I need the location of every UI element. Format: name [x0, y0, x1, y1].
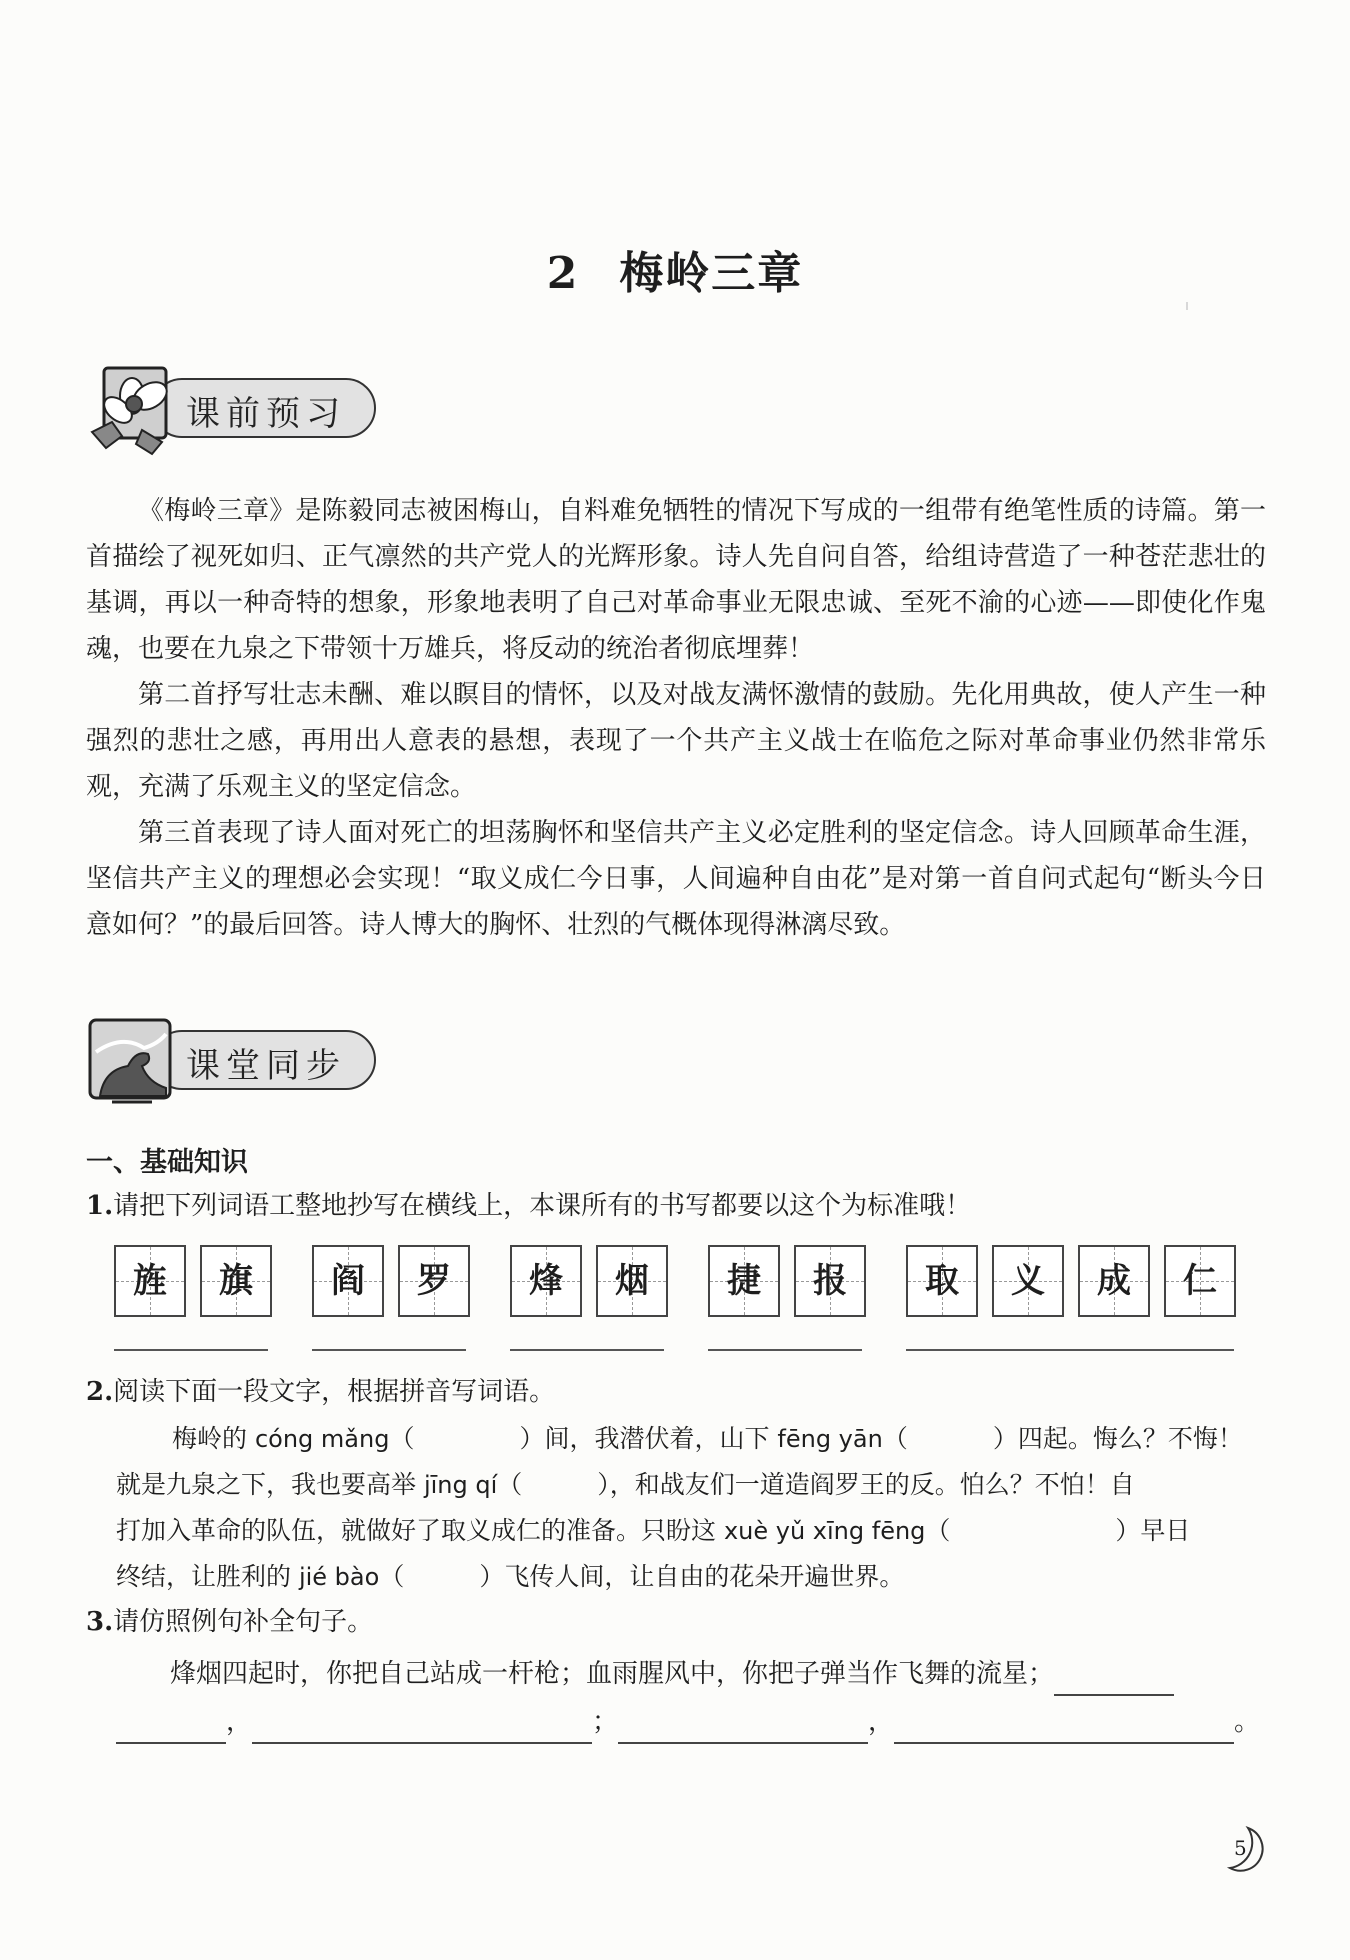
question-text: 阅读下面一段文字，根据拼音写词语。 — [113, 1377, 556, 1407]
example-sentence: 烽烟四起时，你把自己站成一杆枪；血雨腥风中，你把子弹当作飞舞的流星； — [170, 1652, 1174, 1696]
answer-blank[interactable] — [894, 1718, 1234, 1744]
answer-blank[interactable]: （ — [925, 1516, 951, 1545]
page-number: 5 — [1234, 1836, 1247, 1860]
writing-line[interactable] — [708, 1349, 862, 1351]
passage-line: 梅岭的 cóng mǎng（ ）间，我潜伏着，山下 fēng yān（ ）四起。悔么？不悔！ — [116, 1416, 1266, 1462]
question-text: 请仿照例句补全句子。 — [113, 1607, 374, 1637]
scan-mark — [1186, 302, 1188, 310]
question-2 — [86, 1372, 555, 1412]
question-number: 1. — [86, 1191, 114, 1221]
section-header-preview — [82, 352, 382, 462]
pinyin: cóng mǎng — [254, 1425, 390, 1453]
char-box: 烟 — [596, 1245, 668, 1317]
answer-blank[interactable]: （ — [379, 1562, 405, 1591]
char-box: 捷 — [708, 1245, 780, 1317]
intro-paragraph: 第三首表现了诗人面对死亡的坦荡胸怀和坚信共产主义必定胜利的坚定信念。诗人回顾革命生涯，坚信共产主义的理想必会实现！“取义成仁今日事，人间遍种自由花”是对第一首自问式起句“断头今日意如何？”的最后回答。诗人博大的胸怀、壮烈的气概体现得淋漓尽致。 — [86, 818, 1266, 940]
lesson-number: 2 — [546, 248, 580, 300]
passage-line: 终结，让胜利的 jié bào（ ）飞传人间，让自由的花朵开遍世界。 — [116, 1554, 1266, 1600]
lesson-title: 梅岭三章 — [619, 248, 804, 300]
answer-blank[interactable] — [618, 1718, 868, 1744]
flower-icon — [82, 352, 182, 462]
passage-line: 打加入革命的队伍，就做好了取义成仁的准备。只盼这 xuè yǔ xīng fēng（ ）早日 — [116, 1508, 1266, 1554]
pinyin: jié bào — [298, 1563, 380, 1591]
answer-blank[interactable] — [1054, 1670, 1174, 1696]
char-box: 取 — [906, 1245, 978, 1317]
question-3 — [86, 1602, 373, 1642]
copy-characters-row — [114, 1245, 1234, 1355]
char-box: 报 — [794, 1245, 866, 1317]
section-label: 课前预习 — [186, 394, 346, 434]
char-box: 烽 — [510, 1245, 582, 1317]
pinyin-passage — [116, 1416, 1266, 1600]
writing-line[interactable] — [312, 1349, 466, 1351]
intro-paragraph: 《梅岭三章》是陈毅同志被困梅山，自料难免牺牲的情况下写成的一组带有绝笔性质的诗篇。第一首描绘了视死如归、正气凛然的共产党人的光辉形象。诗人先自问自答，给组诗营造了一种苍茫悲壮的基调，再以一种奇特的想象，形象地表明了自己对革命事业无限忠诚、至死不渝的心迹——即使化作鬼魂，也要在九泉之下带领十万雄兵，将反动的统治者彻底埋葬！ — [86, 496, 1266, 664]
intro-text — [86, 488, 1266, 948]
passage-line: 就是九泉之下，我也要高举 jīng qí（ ），和战友们一道造阎罗王的反。怕么？不怕！自 — [116, 1462, 1266, 1508]
question-number: 3. — [86, 1607, 114, 1637]
answer-blank[interactable]: （ — [497, 1470, 523, 1499]
pinyin: fēng yān — [777, 1425, 883, 1453]
question-text: 请把下列词语工整地抄写在横线上，本课所有的书写都要以这个为标准哦！ — [113, 1191, 972, 1221]
fill-in-row: ， ； ， 。 — [116, 1700, 1260, 1744]
char-box: 成 — [1078, 1245, 1150, 1317]
pinyin: xuè yǔ xīng fēng — [723, 1517, 926, 1545]
question-1 — [86, 1186, 971, 1226]
char-box: 阎 — [312, 1245, 384, 1317]
answer-blank[interactable] — [252, 1718, 592, 1744]
question-number: 2. — [86, 1377, 114, 1407]
char-box: 仁 — [1164, 1245, 1236, 1317]
writing-line[interactable] — [906, 1349, 1234, 1351]
section-header-classroom — [82, 1004, 382, 1114]
writing-line[interactable] — [510, 1349, 664, 1351]
dinosaur-icon — [82, 1004, 182, 1114]
char-box: 旌 — [114, 1245, 186, 1317]
writing-line[interactable] — [114, 1349, 268, 1351]
char-box: 义 — [992, 1245, 1064, 1317]
pinyin: jīng qí — [423, 1471, 498, 1499]
answer-blank[interactable]: （ — [389, 1424, 415, 1453]
page-title — [0, 237, 1350, 301]
section-label: 课堂同步 — [186, 1046, 346, 1086]
char-box: 旗 — [200, 1245, 272, 1317]
answer-blank[interactable] — [116, 1718, 226, 1744]
intro-paragraph: 第二首抒写壮志未酬、难以瞑目的情怀，以及对战友满怀激情的鼓励。先化用典故，使人产生一种强烈的悲壮之感，再用出人意表的悬想，表现了一个共产主义战士在临危之际对革命事业仍然非常乐观，充满了乐观主义的坚定信念。 — [86, 680, 1266, 802]
part-one-heading: 一、基础知识 — [86, 1147, 248, 1178]
char-box: 罗 — [398, 1245, 470, 1317]
answer-blank[interactable]: （ — [882, 1424, 908, 1453]
